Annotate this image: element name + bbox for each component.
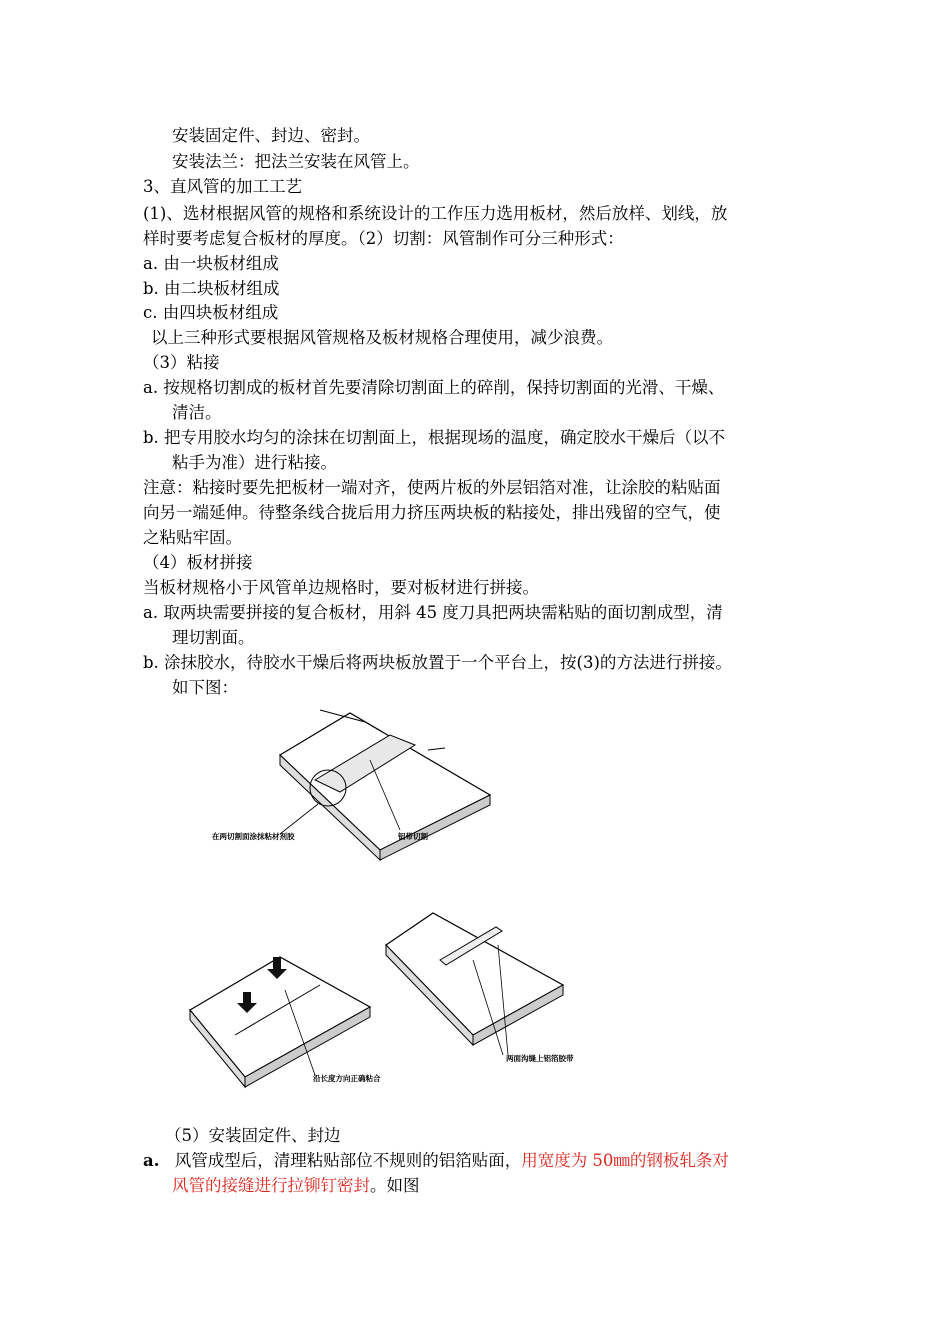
list-item: [143, 1149, 729, 1173]
text-line: 如下图：: [172, 678, 238, 697]
list-marker: a.: [143, 1151, 160, 1170]
list-item: b. 把专用胶水均匀的涂抹在切割面上，根据现场的温度，确定胶水干燥后（以不: [143, 428, 726, 447]
subsection-heading: （5）安装固定件、封边: [165, 1126, 341, 1145]
note-line: 注意：粘接时要先把板材一端对齐，使两片板的外层铝箔对准，让涂胶的粘贴面: [143, 478, 721, 497]
text-span: 。如图: [370, 1176, 420, 1195]
text-line: 当板材规格小于风管单边规格时，要对板材进行拼接。: [143, 578, 539, 597]
highlight-text: 风管的接缝进行拉铆钉密封: [172, 1176, 370, 1195]
text-line: 安装固定件、封边、密封。: [172, 126, 370, 145]
list-item: b. 由二块板材组成: [143, 279, 280, 298]
figure-board-bonding: [185, 935, 385, 1095]
list-item: b. 涂抹胶水，待胶水干燥后将两块板放置于一个平台上，按(3)的方法进行拼接。: [143, 653, 732, 672]
subsection-heading: （3）粘接: [143, 353, 220, 372]
text-line: 粘手为准）进行粘接。: [172, 453, 337, 472]
list-item: a. 取两块需要拼接的复合板材，用斜 45 度刀具把两块需粘贴的面切割成型，清: [143, 603, 723, 622]
section-heading: 3、直风管的加工工艺: [143, 177, 302, 196]
list-item: a. 按规格切割成的板材首先要清除切割面上的碎削，保持切割面的光滑、干燥、: [143, 378, 725, 397]
subsection-heading: （4）板材拼接: [143, 553, 253, 572]
text-line: [172, 1174, 420, 1198]
figure-board-taping: [378, 905, 578, 1065]
figure-label: 两面沟缝上铝箔胶带: [506, 1054, 574, 1063]
highlight-text: 用宽度为 50㎜的钢板轧条对: [521, 1151, 729, 1170]
text-span: 风管成型后，清理粘贴部位不规则的铝箔贴面，: [174, 1151, 522, 1170]
figure-label: 在两切割面涂抹粘材剂胶: [212, 832, 295, 841]
figure-board-cutting: [190, 700, 550, 870]
text-line: 以上三种形式要根据风管规格及板材规格合理使用，减少浪费。: [151, 328, 613, 347]
text-line: (1)、选材根据风管的规格和系统设计的工作压力选用板材，然后放样、划线，放: [143, 204, 728, 223]
note-line: 向另一端延伸。待整条线合拢后用力挤压两块板的粘接处，排出残留的空气，使: [143, 503, 721, 522]
text-line: 样时要考虑复合板材的厚度。（2）切割：风管制作可分三种形式：: [143, 229, 624, 248]
text-line: 理切割面。: [172, 628, 255, 647]
figure-label: 沿长度方向正确粘合: [313, 1074, 381, 1083]
list-item: a. 由一块板材组成: [143, 254, 279, 273]
figure-label: 铝带切割: [398, 832, 428, 841]
list-item: c. 由四块板材组成: [143, 303, 279, 322]
note-line: 之粘贴牢固。: [143, 528, 242, 547]
text-line: 安装法兰：把法兰安装在风管上。: [172, 152, 420, 171]
text-line: 清洁。: [172, 403, 222, 422]
